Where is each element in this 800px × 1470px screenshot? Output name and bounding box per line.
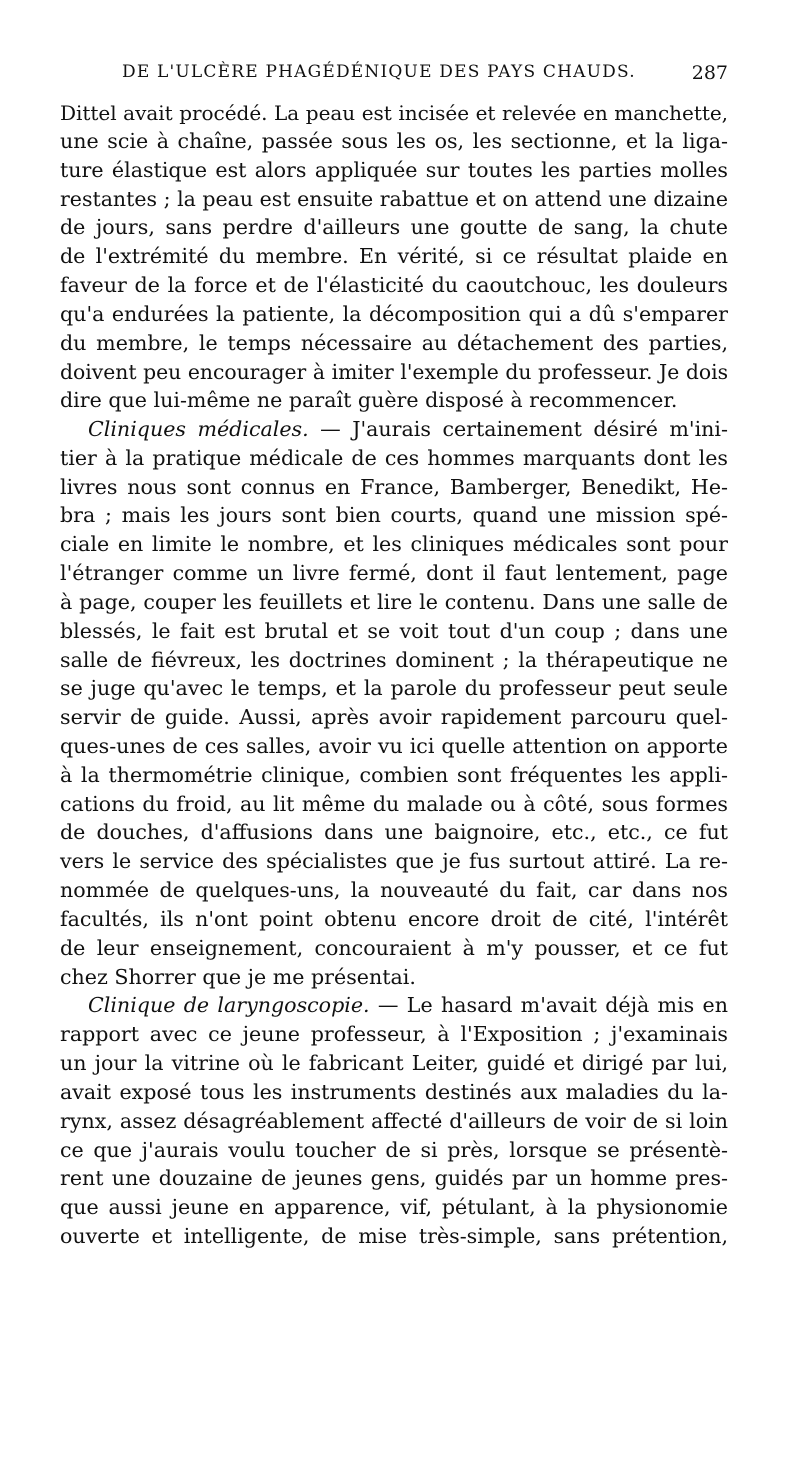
text-line [60,329,728,358]
line-text: — Le hasard m'avait déjà mis en [369,993,728,1018]
text-line [60,99,728,127]
section-heading-italic: Cliniques médicales. [88,416,309,441]
text-line [60,213,728,242]
line-text: restantes ; la peau est ensuite rabattue et on attend une dizaine [60,186,728,211]
text-line [60,242,728,271]
line-text: rapport avec ce jeune professeur, à l'Exposition ; j'examinais [60,1022,728,1047]
line-text: qu'a endurées la patiente, la décomposition qui a dû s'emparer [60,301,728,326]
line-text: livres nous sont connus en France, Bamberger, Benedikt, He- [60,474,728,499]
text-line [60,156,728,185]
text-line [60,1193,728,1222]
line-text: chez Shorrer que je me présentai. [60,964,416,989]
line-text: doivent peu encourager à imiter l'exemple du professeur. Je dois [60,359,728,384]
text-line [60,1078,728,1107]
line-text: se juge qu'avec le temps, et la parole du professeur peut seule [60,676,728,701]
line-text: Dittel avait procédé. La peau est incisée et relevée en manchette, [60,101,728,125]
text-line [60,1020,728,1049]
text-line [60,300,728,329]
text-line [60,473,728,502]
text-line [60,617,728,646]
text-line [60,185,728,214]
line-text: salle de fiévreux, les doctrines dominent ; la thérapeutique ne [60,647,728,672]
line-text: de leur enseignement, concouraient à m'y pousser, et ce fut [60,935,728,960]
line-text: une scie à chaîne, passée sous les os, les sectionne, et la liga- [60,129,728,154]
text-line [60,761,728,790]
text-line [60,674,728,703]
line-text: ques-unes de ces salles, avoir vu ici quelle attention on apporte [60,734,728,758]
line-text: ture élastique est alors appliquée sur toutes les parties molles [60,157,728,182]
line-text: de douches, d'affusions dans une baignoire, etc., etc., ce fut [60,820,728,845]
line-text: servir de guide. Aussi, après avoir rapidement parcouru quel- [60,705,728,730]
text-line [60,732,728,761]
line-text: cations du froid, au lit même du malade ou à côté, sous formes [60,791,728,816]
text-line [60,1049,728,1078]
line-text: ce que j'aurais voulu toucher de si près, lorsque se présentè- [60,1137,728,1162]
line-text: blessés, le fait est brutal et se voit tout d'un coup ; dans une [60,618,728,643]
line-text: tier à la pratique médicale de ces hommes marquants dont les [60,445,728,470]
line-text: à page, couper les feuillets et lire le contenu. Dans une salle de [60,589,728,614]
line-text: de l'extrémité du membre. En vérité, si ce résultat plaide en [60,244,728,269]
text-line [60,1164,728,1193]
text-line [60,876,728,905]
text-line [60,963,728,992]
text-line [60,934,728,963]
text-line [60,847,728,876]
line-text: du membre, le temps nécessaire au détachement des parties, [60,330,728,355]
text-line [60,386,728,415]
text-line [60,818,728,847]
text-line [60,991,728,1020]
text-line [60,588,728,617]
line-text: rent une douzaine de jeunes gens, guidés par un homme pres- [60,1166,728,1191]
text-line [60,790,728,819]
section-heading-italic: Clinique de laryngoscopie. [88,993,370,1018]
text-line [60,271,728,300]
line-text: que aussi jeune en apparence, vif, pétulant, à la physionomie [60,1195,728,1220]
line-text: rynx, assez désagréablement affecté d'ailleurs de voir de si loin [60,1108,728,1133]
text-line [60,444,728,473]
text-line [60,646,728,675]
line-text: l'étranger comme un livre fermé, dont il faut lentement, page [60,561,728,586]
line-text: avait exposé tous les instruments destinés aux maladies du la- [60,1079,728,1104]
text-line [60,1107,728,1136]
text-line [60,501,728,530]
line-text: bra ; mais les jours sont bien courts, quand une mission spé- [60,503,728,528]
line-text: faveur de la force et de l'élasticité du caoutchouc, les douleurs [60,273,728,298]
line-text: — J'aurais certainement désiré m'ini- [308,416,728,441]
body-text [60,99,728,1251]
text-line [60,703,728,732]
running-title: DE L'ULCÈRE PHAGÉDÉNIQUE DES PAYS CHAUDS. [122,62,636,82]
text-line [60,127,728,156]
text-line [60,905,728,934]
line-text: de jours, sans perdre d'ailleurs une goutte de sang, la chute [60,215,728,240]
text-line [60,559,728,588]
line-text: ouverte et intelligente, de mise très-simple, sans prétention, [60,1224,728,1249]
line-text: dire que lui-même ne paraît guère disposé à recommencer. [60,388,678,413]
text-line [60,1222,728,1251]
page-number: 287 [691,62,728,84]
line-text: à la thermométrie clinique, combien sont fréquentes les appli- [60,762,728,787]
line-text: facultés, ils n'ont point obtenu encore droit de cité, l'intérêt [60,906,728,931]
line-text: ciale en limite le nombre, et les cliniques médicales sont pour [60,532,728,557]
line-text: un jour la vitrine où le fabricant Leiter, guidé et dirigé par lui, [60,1051,728,1076]
text-line [60,358,728,386]
text-line [60,1136,728,1165]
text-line [60,530,728,559]
line-text: nommée de quelques-uns, la nouveauté du fait, car dans nos [60,878,728,903]
running-header [60,62,728,92]
line-text: vers le service des spécialistes que je fus surtout attiré. La re- [60,849,728,874]
text-line [60,415,728,444]
